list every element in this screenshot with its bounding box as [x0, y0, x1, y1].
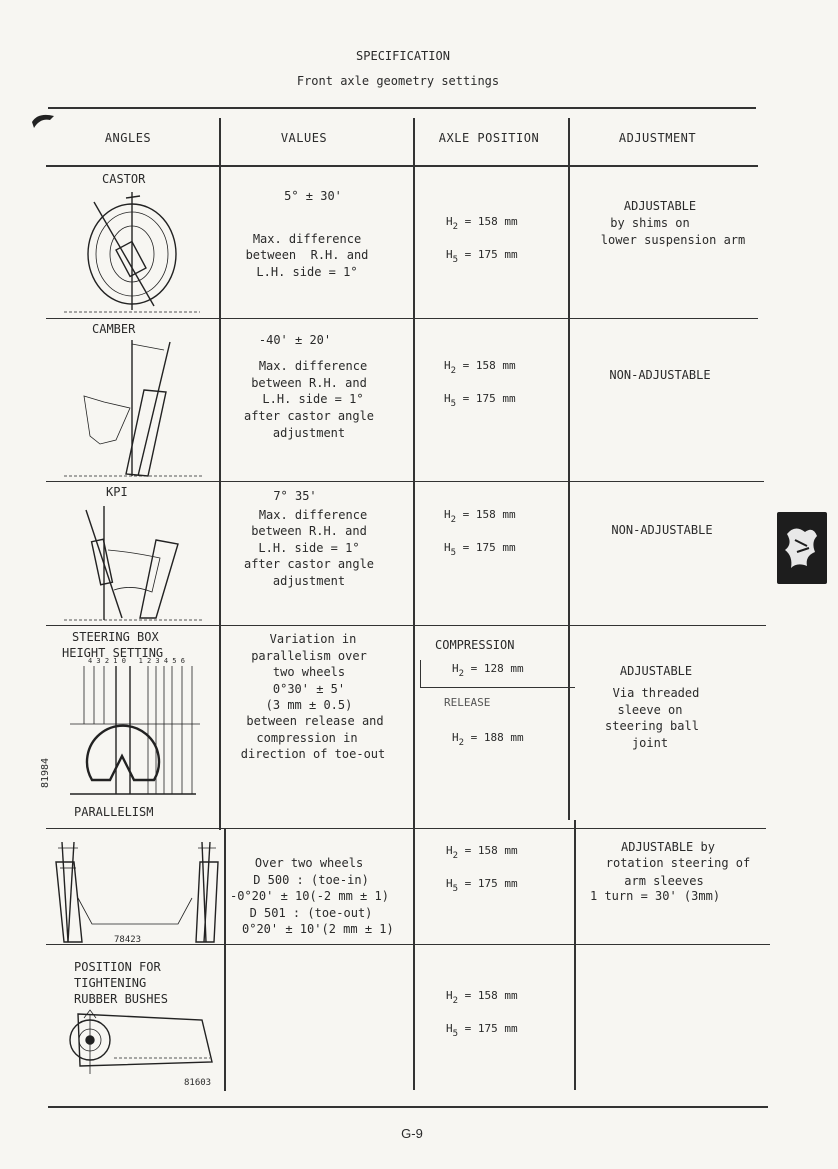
page-title: SPECIFICATION [356, 49, 450, 63]
toe-value-line-5: 0°20' ± 10'(2 mm ± 1) [242, 922, 394, 936]
bushes-figure-number: 81603 [184, 1078, 212, 1088]
kpi-value-line-6: adjustment [272, 574, 346, 588]
punch-mark-icon [30, 108, 56, 132]
steering-figure-number-text: 81984 [40, 757, 52, 789]
steering-adjustment-line-3: sleeve on [617, 703, 683, 717]
steering-value-line-2: parallelism over [251, 649, 367, 663]
castor-h5: $H_5 = 175$ mm [446, 248, 518, 265]
column-header-angles: ANGLES [104, 131, 152, 145]
camber-value-line-4: L.H. side = 1° [262, 392, 364, 406]
castor-value-line-3: between R.H. and [245, 248, 369, 262]
camber-value-main: -40' ± 20' [258, 333, 332, 347]
steering-label-line-2: HEIGHT SETTING [62, 646, 164, 660]
steering-value-line-6: between release and [246, 714, 384, 728]
bushes-h5: $H_5 = 175$ mm [446, 1022, 518, 1039]
kpi-wheel-diagram [60, 500, 210, 624]
compression-label: COMPRESSION [435, 638, 515, 652]
steering-adjustment-line-4: steering ball [605, 719, 699, 733]
camber-value-line-3: between R.H. and [251, 376, 367, 390]
toe-h2: $H_2 = 158$ mm [446, 844, 518, 861]
steering-figure-number [40, 748, 64, 798]
toe-value-line-1: Over two wheels [254, 856, 364, 870]
camber-h2: $H_2 = 158$ mm [444, 359, 516, 376]
kpi-h2: $H_2 = 158$ mm [444, 508, 516, 525]
row-rule-3 [46, 625, 766, 626]
steering-adjustment-line-2: Via threaded [612, 686, 700, 700]
compression-left-rule [420, 660, 421, 688]
toe-value-line-4: D 501 : (toe-out) [249, 906, 373, 920]
toe-figure-number: 78423 [114, 935, 142, 945]
castor-wheel-diagram [60, 188, 210, 316]
castor-adjustment-line-2: by shims on [610, 216, 690, 230]
camber-h5: $H_5 = 175$ mm [444, 392, 516, 409]
steering-value-line-5: (3 mm ± 0.5) [265, 698, 353, 712]
steering-adjustment-line-1: ADJUSTABLE [619, 664, 693, 678]
castor-adjustment-line-3: lower suspension arm [600, 233, 746, 247]
castor-h2: $H_2 = 158$ mm [446, 215, 518, 232]
steering-value-line-7: compression in [256, 731, 358, 745]
camber-value-line-5: after castor angle [243, 409, 375, 423]
toe-adjustment-line-2: rotation steering of [605, 856, 751, 870]
kpi-value-line-5: after castor angle [243, 557, 375, 571]
release-label: RELEASE [444, 696, 491, 709]
column-divider-3b [574, 820, 576, 1090]
page-number: G-9 [401, 1126, 423, 1141]
castor-adjustment-line-1: ADJUSTABLE [623, 199, 697, 213]
steering-box-diagram [70, 664, 200, 800]
release-h2: $H_2 = 188$ mm [452, 731, 524, 748]
bushes-label-line-1: POSITION FOR [74, 960, 161, 974]
castor-value-main: 5° ± 30' [284, 189, 342, 203]
bushes-label-line-2: TIGHTENING [74, 976, 147, 990]
steering-scale: 4 3 2 1 0 1 2 3 4 5 6 [88, 657, 185, 665]
compression-release-rule [420, 687, 575, 688]
castor-value-line-4: L.H. side = 1° [256, 265, 358, 279]
steering-value-line-4: 0°30' ± 5' [272, 682, 346, 696]
toe-adjustment-line-3: arm sleeves [624, 874, 704, 888]
kpi-adjustment: NON-ADJUSTABLE [611, 523, 713, 537]
page-subtitle: Front axle geometry settings [296, 74, 500, 88]
camber-adjustment: NON-ADJUSTABLE [609, 368, 711, 382]
steering-label-line-1: STEERING BOX [72, 630, 159, 644]
compression-h2: $H_2 = 128$ mm [452, 662, 524, 679]
table-bottom-rule [48, 1106, 768, 1108]
section-tab-icon [777, 512, 827, 584]
toe-value-line-2: D 500 : (toe-in) [253, 873, 369, 887]
kpi-label: KPI [106, 485, 128, 499]
camber-value-line-6: adjustment [272, 426, 346, 440]
kpi-value-line-4: L.H. side = 1° [258, 541, 360, 555]
column-header-axle-position: AXLE POSITION [438, 131, 540, 145]
toe-adjustment-line-4: 1 turn = 30' (3mm) [590, 889, 721, 903]
kpi-h5: $H_5 = 175$ mm [444, 541, 516, 558]
bushes-arm-diagram [64, 1004, 220, 1076]
column-divider-1 [219, 118, 221, 830]
camber-label: CAMBER [92, 322, 136, 336]
camber-wheel-diagram [60, 336, 210, 480]
bushes-h2: $H_2 = 158$ mm [446, 989, 518, 1006]
row-rule-1 [46, 318, 758, 319]
row-rule-2 [46, 481, 764, 482]
steering-value-line-3: two wheels [272, 665, 346, 679]
camber-value-line-2: Max. difference [258, 359, 368, 373]
steering-adjustment-line-5: joint [631, 736, 669, 750]
steering-value-line-8: direction of toe-out [240, 747, 386, 761]
toe-h5: $H_5 = 175$ mm [446, 877, 518, 894]
kpi-value-line-2: Max. difference [258, 508, 368, 522]
column-header-values: VALUES [280, 131, 328, 145]
column-header-adjustment: ADJUSTMENT [618, 131, 697, 145]
toe-adjustment-line-1: ADJUSTABLE by [621, 840, 715, 854]
parallelism-label: PARALLELISM [74, 805, 154, 819]
row-rule-4 [46, 828, 766, 829]
table-top-rule [48, 107, 756, 109]
steering-value-line-1: Variation in [269, 632, 357, 646]
toe-value-line-3: -0°20' ± 10(-2 mm ± 1) [230, 889, 389, 903]
castor-label: CASTOR [102, 172, 146, 186]
bushes-label-line-3: RUBBER BUSHES [74, 992, 168, 1006]
kpi-value-main: 7° 35' [273, 489, 317, 503]
castor-value-line-2: Max. difference [252, 232, 362, 246]
kpi-value-line-3: between R.H. and [251, 524, 367, 538]
header-rule [46, 165, 758, 167]
